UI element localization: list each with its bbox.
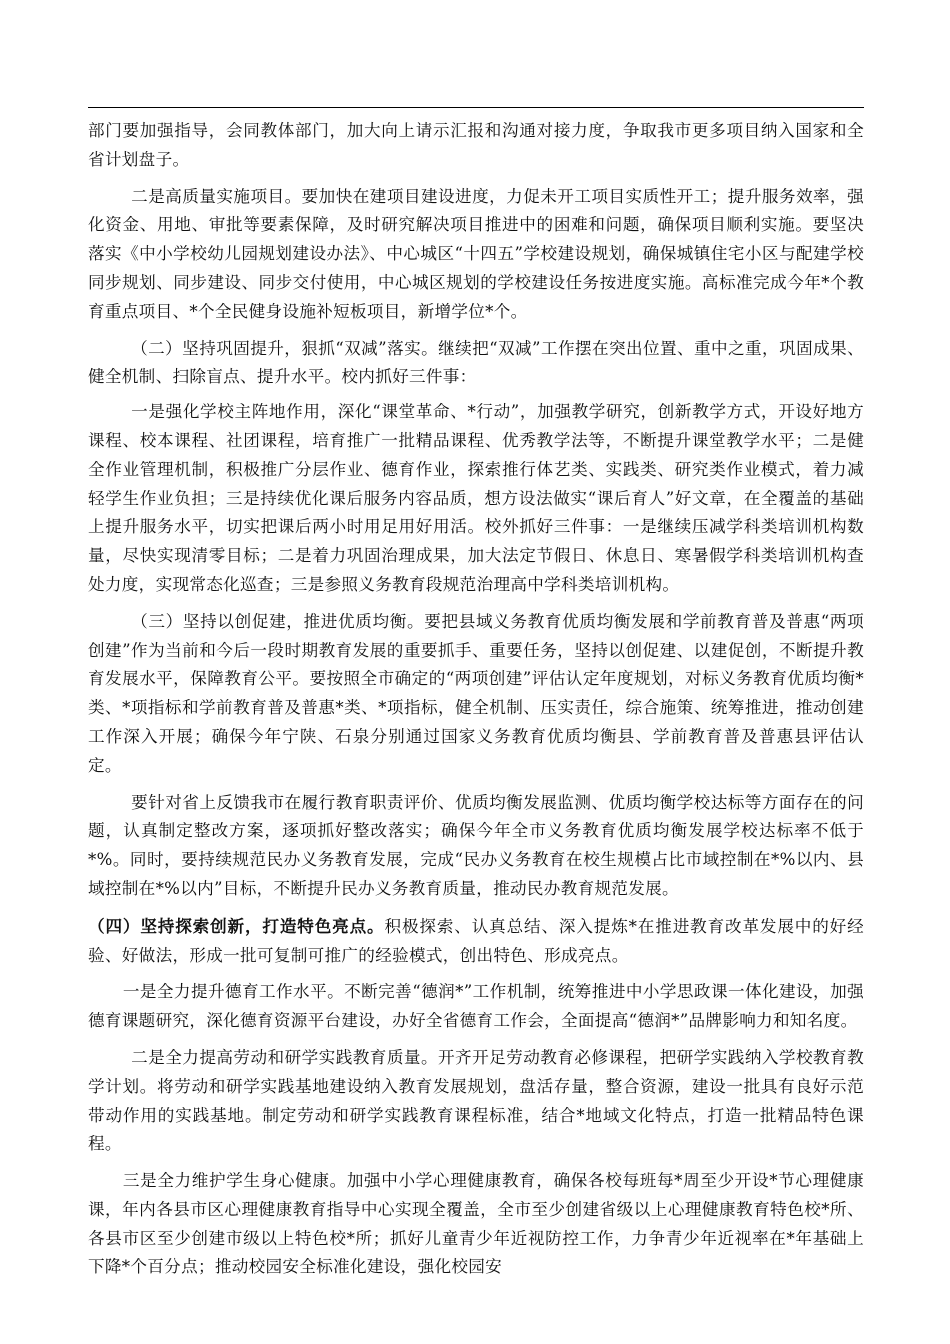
document-page — [88, 0, 864, 1344]
paragraph-rectification: 要针对省上反馈我市在履行教育职责评价、优质均衡发展监测、优质均衡学校达标等方面存在的问题，认真制定整改方案，逐项抓好整改落实；确保今年全市义务教育优质均衡发展学校达标率不低于*%。同时，要持续规范民办义务教育发展，完成“民办义务教育在校生规模占比市域控制在*%以内、县域控制在*%以内”目标，不断提升民办义务教育质量，推动民办教育规范发展。 — [88, 792, 864, 898]
paragraph-moral-education: 一是全力提升德育工作水平。不断完善“德润*”工作机制，统筹推进中小学思政课一体化建设，加强德育课题研究，深化德育资源平台建设，办好全省德育工作会，全面提高“德润*”品牌影响力和知名度。 — [88, 982, 864, 1031]
header-rule — [88, 107, 864, 108]
paragraph-section-4 — [88, 912, 864, 971]
paragraph-project-implementation: 二是高质量实施项目。要加快在建项目建设进度，力促未开工项目实质性开工；提升服务效率，强化资金、用地、审批等要素保障，及时研究解决项目推进中的困难和问题，确保项目顺利实施。要坚决落实《中小学校幼儿园规划建设办法》、中心城区“十四五”学校建设规划，确保城镇住宅小区与配建学校同步规划、同步建设、同步交付使用，中心城区规划的学校建设任务按进度实施。高标准完成今年*个教育重点项目、*个全民健身设施补短板项目，新增学位*个。 — [88, 186, 864, 321]
paragraph-student-health: 三是全力维护学生身心健康。加强中小学心理健康教育，确保各校每班每*周至少开设*节心理健康课，年内各县市区心理健康教育指导中心实现全覆盖，全市至少创建省级以上心理健康教育特色校*所、各县市区至少创建市级以上特色校*所；抓好儿童青少年近视防控工作，力争青少年近视率在*年基础上下降*个百分点；推动校园安全标准化建设，强化校园安 — [88, 1171, 864, 1277]
paragraph-section-2-heading: （二）坚持巩固提升，狠抓“双减”落实。继续把“双减”工作摆在突出位置、重中之重，巩固成果、健全机制、扫除盲点、提升水平。校内抓好三件事： — [88, 338, 864, 387]
document-body — [88, 117, 864, 1290]
section-4-text: 积极探索、认真总结、深入提炼*在推进教育改革发展中的好经验、好做法，形成一批可复制可推广的经验模式，创出特色、形成亮点。 — [88, 916, 864, 965]
paragraph-section-3: （三）坚持以创促建，推进优质均衡。要把县域义务教育优质均衡发展和学前教育普及普惠“两项创建”作为当前和今后一段时期教育发展的重要抓手、重要任务，坚持以创促建、以建促创，不断提升教育发展水平，保障教育公平。要按照全市确定的“两项创建”评估认定年度规划，对标义务教育优质均衡*类、*项指标和学前教育普及普惠*类、*项指标，健全机制、压实责任，综合施策、统筹推进，推动创建工作深入开展；确保今年宁陕、石泉分别通过国家义务教育优质均衡县、学前教育普及普惠县评估认定。 — [88, 611, 864, 775]
paragraph-continued: 部门要加强指导，会同教体部门，加大向上请示汇报和沟通对接力度，争取我市更多项目纳入国家和全省计划盘子。 — [88, 121, 864, 169]
section-4-lead: （四）坚持探索创新，打造特色亮点。 — [88, 915, 385, 936]
paragraph-double-reduction: 一是强化学校主阵地作用，深化“课堂革命、*行动”，加强教学研究，创新教学方式，开设好地方课程、校本课程、社团课程，培育推广一批精品课程、优秀教学法等，不断提升课堂教学水平；二是健全作业管理机制，积极推广分层作业、德育作业，探索推行体艺类、实践类、研究类作业模式，着力减轻学生作业负担；三是持续优化课后服务内容品质，想方设法做实“课后育人”好文章，在全覆盖的基础上提升服务水平，切实把课后两小时用足用好用活。校外抓好三件事：一是继续压减学科类培训机构数量，尽快实现清零目标；二是着力巩固治理成果，加大法定节假日、休息日、寒暑假学科类培训机构查处力度，实现常态化巡查；三是参照义务教育段规范治理高中学科类培训机构。 — [88, 402, 864, 594]
paragraph-labor-education: 二是全力提高劳动和研学实践教育质量。开齐开足劳动教育必修课程，把研学实践纳入学校教育教学计划。将劳动和研学实践基地建设纳入教育发展规划，盘活存量，整合资源，建设一批具有良好示范带动作用的实践基地。制定劳动和研学实践教育课程标准，结合*地域文化特点，打造一批精品特色课程。 — [88, 1047, 864, 1154]
